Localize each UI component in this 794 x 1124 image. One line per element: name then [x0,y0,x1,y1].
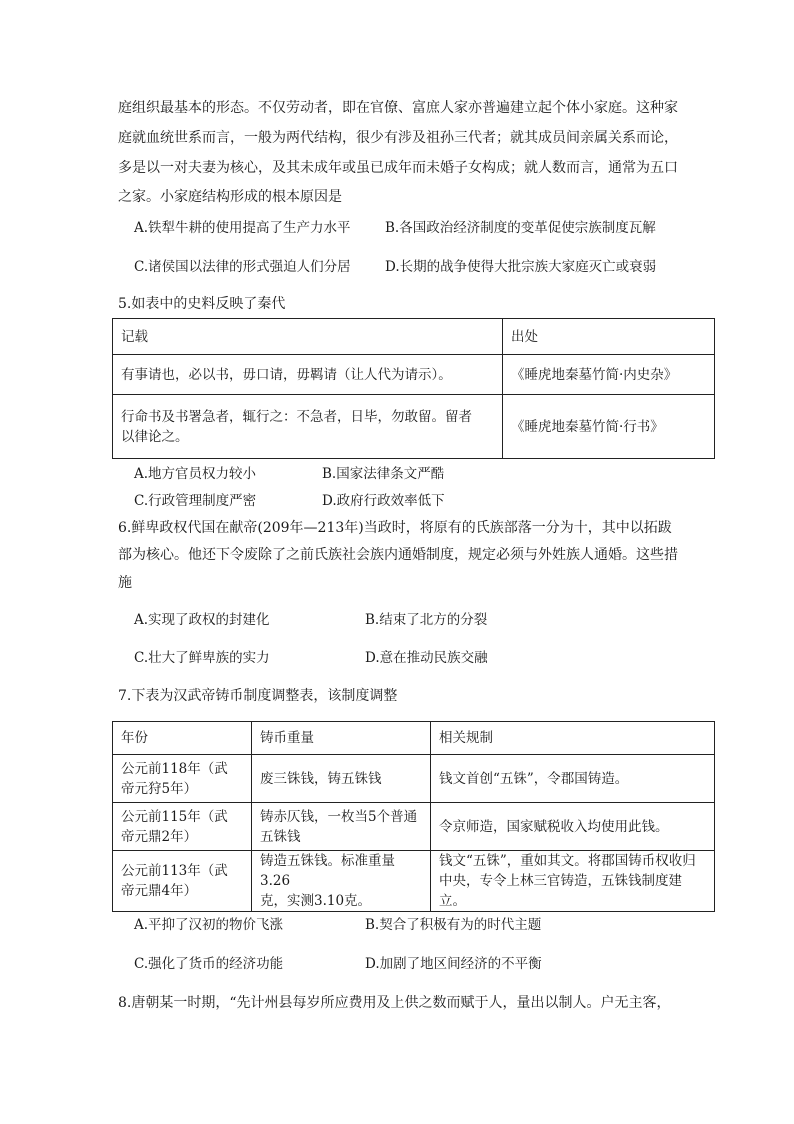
table-row [113,851,715,912]
table-cell [113,803,252,851]
option-a: A.实现了政权的封建化 [134,612,270,628]
cell-line: 铸造五铢钱。标准重量3.26 [260,853,395,889]
table-cell [252,851,431,912]
table-cell [113,395,503,459]
table-header: 记载 [113,319,503,355]
option-c: C.壮大了鲜卑族的实力 [134,650,270,666]
table-cell: 废三铢钱，铸五铢钱 [252,755,431,803]
table-row [113,803,715,851]
option-b: B.结束了北方的分裂 [365,612,488,628]
option-c: C.强化了货币的经济功能 [134,956,284,972]
cell-line: 钱文“五铢”，重如其文。将郡国铸币权收归 [439,853,696,869]
option-b: B.各国政治经济制度的变革促使宗族制度瓦解 [385,220,656,236]
option-d: D.意在推动民族交融 [365,650,488,666]
option-a: A.平抑了汉初的物价飞涨 [134,917,284,933]
source-table [112,318,715,459]
table-cell: 令京师造，国家赋税收入均使用此钱。 [431,803,715,851]
table-header: 出处 [503,319,715,355]
table-cell: 钱文首创“五铢”，令郡国铸造。 [431,755,715,803]
table-cell [113,851,252,912]
cell-line: 五铢钱 [260,828,301,845]
table-cell: 《睡虎地秦墓竹简·内史杂》 [503,355,715,395]
table-row [113,755,715,803]
table-cell [252,803,431,851]
paragraph-line: 施 [118,575,132,591]
table-cell [431,851,715,912]
question-stem: 7.下表为汉武帝铸币制度调整表，该制度调整 [118,688,398,704]
option-d: D.加剧了地区间经济的不平衡 [365,956,542,972]
cell-line: 克，实测3.10克。 [260,893,372,909]
table-cell [113,755,252,803]
cell-line: 以律论之。 [121,428,189,445]
option-b: B.契合了积极有为的时代主题 [365,917,542,933]
option-b: B.国家法律条文严酷 [322,466,445,482]
table-row [113,395,715,459]
table-cell: 《睡虎地秦墓竹简·行书》 [503,395,715,459]
table-header: 相关规制 [431,722,715,755]
cell-line: 公元前113年（武 [121,863,228,879]
table-row [113,355,715,395]
option-a: A.铁犁牛耕的使用提高了生产力水平 [134,220,351,236]
cell-line: 公元前118年（武 [121,760,228,777]
cell-line: 帝元鼎2年） [121,828,198,845]
cell-line: 公元前115年（武 [121,808,228,825]
paragraph-line: 多是以一对夫妻为核心，及其未成年或虽已成年而未婚子女构成；就人数而言，通常为五口 [118,160,678,176]
cell-line: 帝元狩5年） [121,780,198,797]
coinage-table [112,721,715,912]
paragraph-line: 部为核心。他还下令废除了之前氏族社会族内通婚制度，规定必须与外姓族人通婚。这些措 [118,547,678,563]
cell-line: 帝元鼎4年） [121,883,198,899]
option-c: C.诸侯国以法律的形式强迫人们分居 [134,259,351,275]
option-a: A.地方官员权力较小 [134,466,257,482]
table-header: 年份 [113,722,252,755]
cell-line: 铸赤仄钱，一枚当5个普通 [260,808,418,825]
option-c: C.行政管理制度严密 [134,493,257,509]
cell-line: 行命书及书署急者，辄行之：不急者，日毕，勿敢留。留者 [121,408,472,425]
option-d: D.长期的战争使得大批宗族大家庭灭亡或衰弱 [385,259,657,275]
question-stem: 5.如表中的史料反映了秦代 [118,296,286,312]
table-cell: 有事请也，必以书，毋口请，毋羁请（让人代为请示）。 [113,355,503,395]
paragraph-line: 庭就血统世系而言，一般为两代结构，很少有涉及祖孙三代者；就其成员间亲属关系而论， [118,130,678,146]
paragraph-line: 8.唐朝某一时期，“先计州县每岁所应费用及上供之数而赋于人，量出以制人。户无主客， [118,995,671,1011]
paragraph-line: 之家。小家庭结构形成的根本原因是 [118,189,342,205]
cell-line: 中央，专令上林三官铸造，五铢钱制度建立。 [439,873,682,909]
table-header: 铸币重量 [252,722,431,755]
option-d: D.政府行政效率低下 [322,493,445,509]
paragraph-line: 庭组织最基本的形态。不仅劳动者，即在官僚、富庶人家亦普遍建立起个体小家庭。这种家 [118,100,678,116]
paragraph-line: 6.鲜卑政权代国在献帝(209年—213年)当政时，将原有的氏族部落一分为十，其中以拓跋 [118,520,672,536]
